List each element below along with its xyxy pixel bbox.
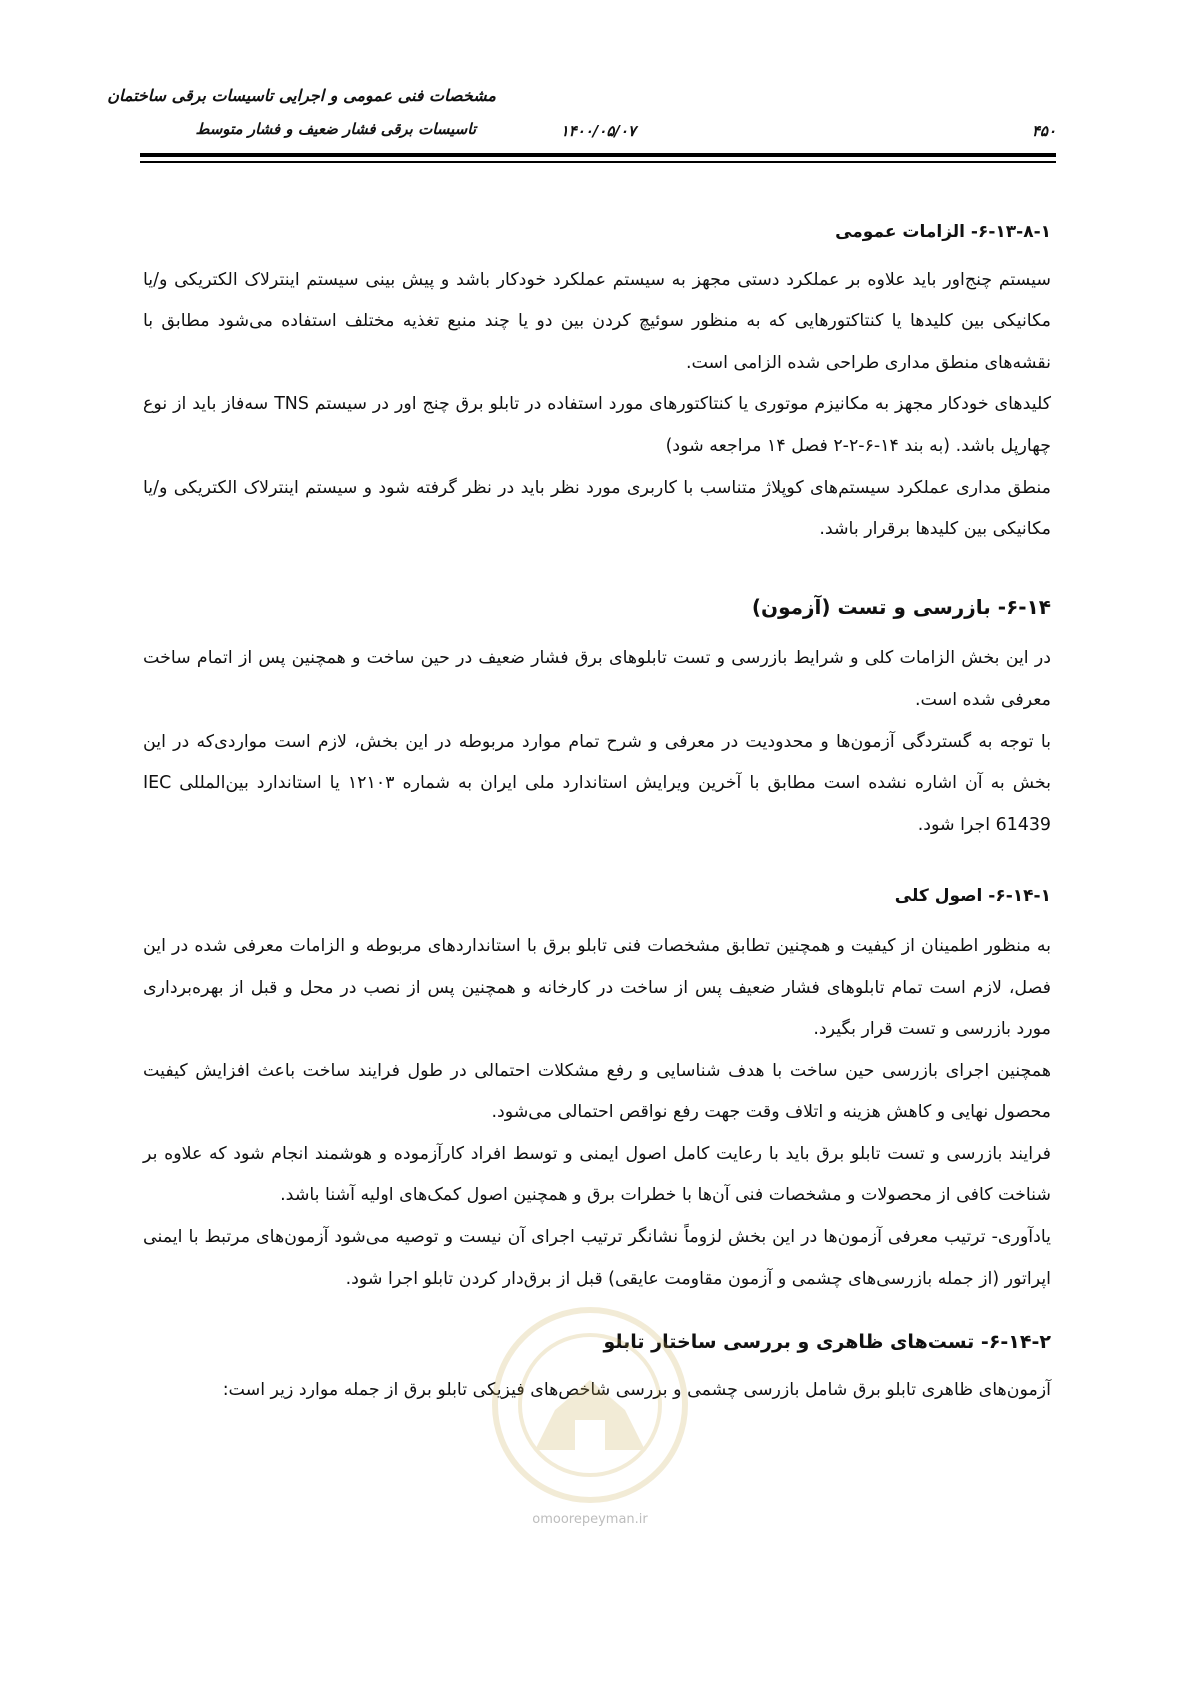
- paragraph: به منظور اطمینان از کیفیت و همچنین تطابق مشخصات فنی تابلو برق با استانداردهای مربوطه و الزامات معرفی شده در این فصل، لازم است تمام تابلوهای فشار ضعیف پس از ساخت در کارخانه و همچنین پس از نصب در محل و قبل از بهره‌برداری مورد بازرسی و تست قرار بگیرد.: [143, 935, 1051, 1040]
- section-heading-general-principles: ۶-۱۴-۱- اصول کلی: [894, 886, 1051, 907]
- paragraph: منطق مداری عملکرد سیستم‌های کوپلاژ متناسب با کاربری مورد نظر باید در نظر گرفته شود و سیستم اینترلاک الکتریکی و/یا مکانیکی بین کلیدها برقرار باشد.: [143, 477, 1051, 540]
- watermark-text: omoorepeyman.ir: [532, 1512, 648, 1527]
- section-heading-visual-tests: ۶-۱۴-۲- تست‌های ظاهری و بررسی ساختار تابلو: [603, 1331, 1051, 1354]
- header-title: مشخصات فنی عمومی و اجرایی تاسیسات برقی ساختمان: [107, 86, 496, 105]
- page-header: [107, 78, 1056, 158]
- section-heading-inspection-test: ۶-۱۴- بازرسی و تست (آزمون): [751, 594, 1051, 619]
- paragraph: آزمون‌های ظاهری تابلو برق شامل بازرسی چشمی و بررسی شاخص‌های فیزیکی تابلو برق از جمله موارد زیر است:: [222, 1379, 1051, 1400]
- header-rule-thick: [140, 153, 1056, 157]
- page-number: ۴۵۰: [1031, 122, 1056, 140]
- paragraph: در این بخش الزامات کلی و شرایط بازرسی و تست تابلوهای برق فشار ضعیف در حین ساخت و همچنین پس از اتمام ساخت معرفی شده است.: [143, 648, 1051, 710]
- paragraph: سیستم چنج‌اور باید علاوه بر عملکرد دستی مجهز به سیستم عملکرد خودکار باشد و پیش بینی سیستم اینترلاک الکتریکی و/یا مکانیکی بین کلیدها یا کنتاکتورهایی که به منظور سوئیچ کردن بین دو یا چند منبع تغذیه مختلف استفاده می‌شود مطابق با نقشه‌های منطق مداری طراحی شده الزامی است.: [143, 269, 1051, 373]
- paragraph: فرایند بازرسی و تست تابلو برق باید با رعایت کامل اصول ایمنی و توسط افراد کارآزموده و هوشمند انجام شود که علاوه بر شناخت کافی از محصولات و مشخصات فنی آن‌ها با خطرات برق و همچنین اصول کمک‌های اولیه آشنا باشد.: [143, 1143, 1051, 1206]
- paragraph: همچنین اجرای بازرسی حین ساخت با هدف شناسایی و رفع مشکلات احتمالی در طول فرایند ساخت باعث افزایش کیفیت محصول نهایی و کاهش هزینه و اتلاف وقت جهت رفع نواقص احتمالی می‌شود.: [143, 1060, 1051, 1123]
- header-date: ۱۴۰۰/۰۵/۰۷: [560, 122, 636, 140]
- watermark-logo-icon: [475, 1300, 705, 1510]
- document-body: [143, 212, 1051, 1411]
- header-subtitle: تاسیسات برقی فشار ضعیف و فشار متوسط: [195, 120, 476, 138]
- section-heading-general-requirements: ۶-۱۳-۸-۱- الزامات عمومی: [835, 222, 1051, 242]
- paragraph: با توجه به گستردگی آزمون‌ها و محدودیت در معرفی و شرح تمام موارد مربوطه در این بخش، لازم است مواردی‌که در این بخش به آن اشاره نشده است مطابق با آخرین ویرایش استاندارد ملی ایران به شماره ۱۲۱۰۳ یا استاندارد بین‌المللی IEC 61439 اجرا شود.: [143, 731, 1051, 835]
- paragraph: کلیدهای خودکار مجهز به مکانیزم موتوری یا کنتاکتورهای مورد استفاده در تابلو برق چنج اور در سیستم TNS سه‌فاز باید از نوع چهارپل باشد. (به بند ۱۴-۶-۲-۲ فصل ۱۴ مراجعه شود): [143, 394, 1051, 456]
- paragraph-note: یادآوری- ترتیب معرفی آزمون‌ها در این بخش لزوماً نشانگر ترتیب اجرای آن نیست و توصیه می‌شود آزمون‌های مرتبط با ایمنی اپراتور (از جمله بازرسی‌های چشمی و آزمون مقاومت عایقی) قبل از برق‌دار کردن تابلو اجرا شود.: [143, 1227, 1051, 1289]
- header-rule-thin: [140, 161, 1056, 163]
